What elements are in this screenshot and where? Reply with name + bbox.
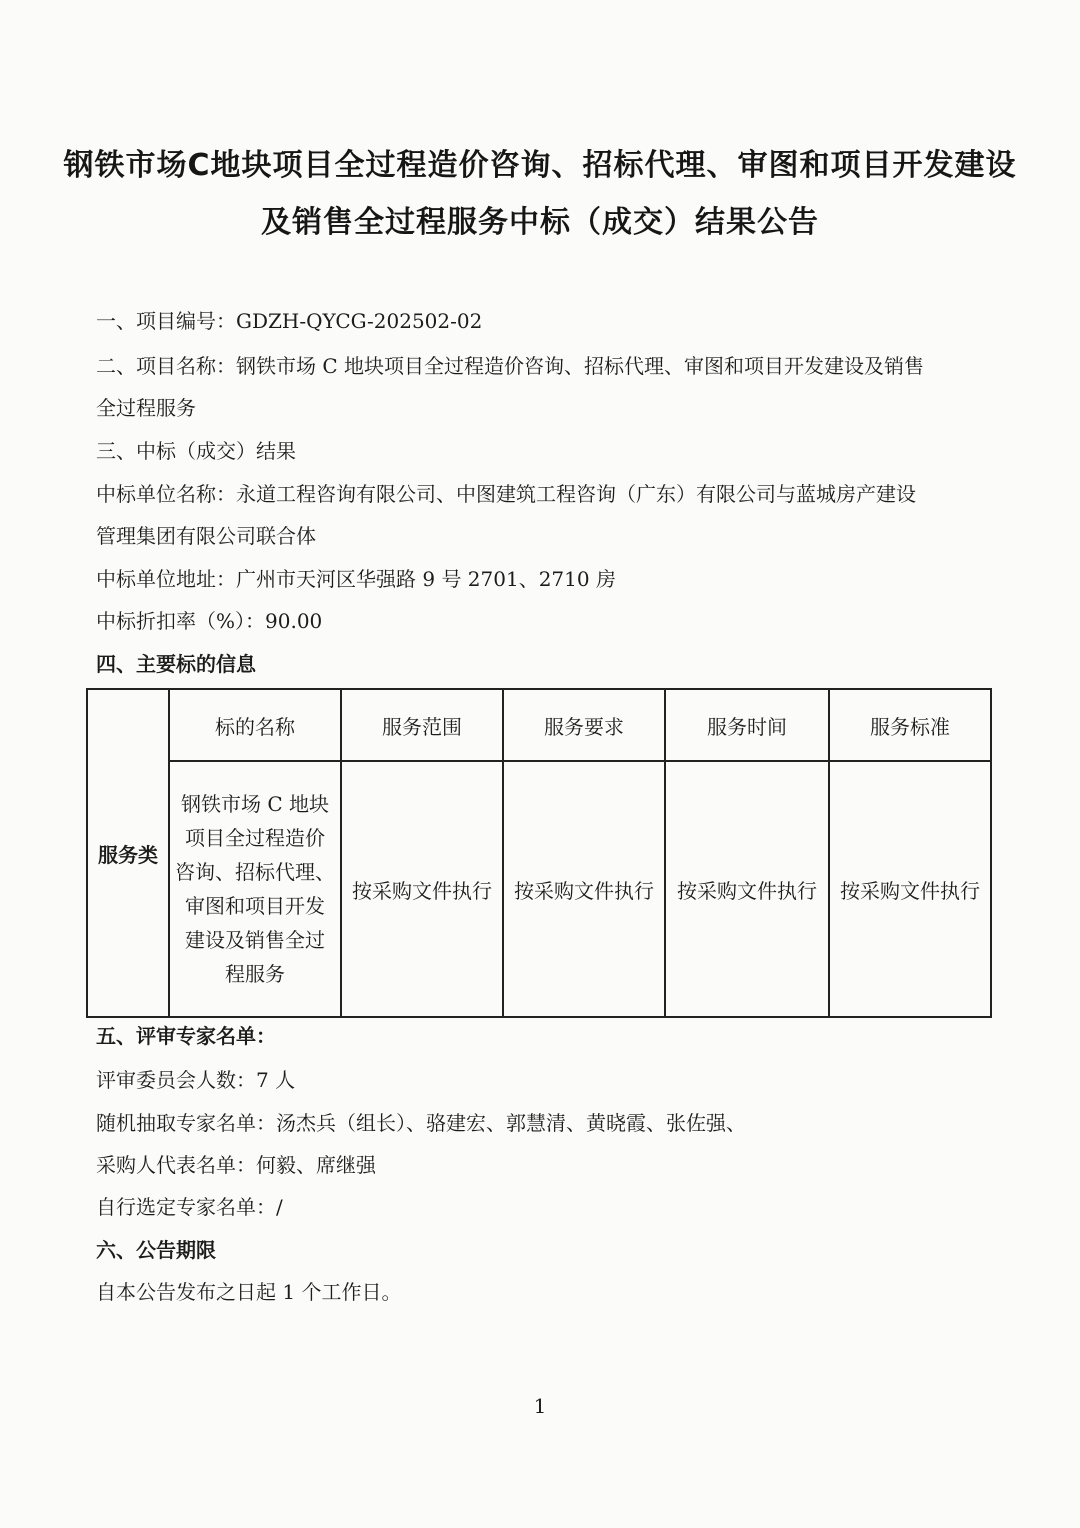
notice-period-text: 自本公告发布之日起 1 个工作日。 [96,1280,402,1304]
item-name-line: 建设及销售全过 [185,928,325,952]
project-name-label: 二、项目名称： [96,354,236,378]
random-experts-list: 随机抽取专家名单：汤杰兵（组长）、骆建宏、郭慧清、黄晓霞、张佐强、 [96,1111,746,1135]
header-service-requirement: 服务要求 [503,689,665,761]
project-name-continued: 全过程服务 [96,396,196,420]
service-standard-cell: 按采购文件执行 [829,761,991,1017]
experts-heading: 五、评审专家名单： [96,1024,276,1048]
project-number-value: GDZH-QYCG-202502-02 [236,309,483,333]
self-selected-experts: 自行选定专家名单：/ [96,1195,283,1219]
winner-name-line [96,480,916,508]
page-number: 1 [533,1394,547,1418]
result-heading: 三、中标（成交）结果 [96,439,296,463]
document-title-line-2: 及销售全过程服务中标（成交）结果公告 [261,205,819,240]
winner-address-label: 中标单位地址： [96,567,236,591]
winner-name-value: 永道工程咨询有限公司、中图建筑工程咨询（广东）有限公司与蓝城房产建设 [236,482,916,506]
item-name-line: 钢铁市场 C 地块 [180,792,330,816]
header-service-scope: 服务范围 [341,689,503,761]
winner-name-continued: 管理集团有限公司联合体 [96,524,316,548]
category-cell: 服务类 [87,689,169,1017]
document-title-line-1: 钢铁市场C地块项目全过程造价咨询、招标代理、审图和项目开发建设 [63,148,1017,183]
item-name-line: 项目全过程造价 [185,826,325,850]
table-header-row [87,689,991,761]
item-name-line: 咨询、招标代理、 [175,860,335,884]
service-time-cell: 按采购文件执行 [665,761,829,1017]
discount-rate-label: 中标折扣率（%）： [96,609,266,633]
project-name-line [96,352,924,380]
discount-rate-value: 90.00 [265,609,323,633]
header-service-standard: 服务标准 [829,689,991,761]
main-items-heading: 四、主要标的信息 [96,652,256,676]
committee-size: 评审委员会人数：7 人 [96,1068,296,1092]
table-row [87,761,991,1017]
discount-rate-line [96,607,322,635]
winner-name-label: 中标单位名称： [96,482,236,506]
main-items-table [86,688,992,1018]
header-item-name: 标的名称 [169,689,341,761]
notice-period-heading: 六、公告期限 [96,1238,216,1262]
purchaser-representatives: 采购人代表名单：何毅、席继强 [96,1153,376,1177]
project-number-label: 一、项目编号： [96,309,236,333]
header-service-time: 服务时间 [665,689,829,761]
item-name-cell [169,761,341,1017]
winner-address-line [96,565,616,593]
project-number-line [96,307,482,335]
project-name-value: 钢铁市场 C 地块项目全过程造价咨询、招标代理、审图和项目开发建设及销售 [236,354,925,378]
item-name-line: 程服务 [225,962,285,986]
service-requirement-cell: 按采购文件执行 [503,761,665,1017]
winner-address-value: 广州市天河区华强路 9 号 2701、2710 房 [236,567,616,591]
item-name-line: 审图和项目开发 [185,894,325,918]
service-scope-cell: 按采购文件执行 [341,761,503,1017]
